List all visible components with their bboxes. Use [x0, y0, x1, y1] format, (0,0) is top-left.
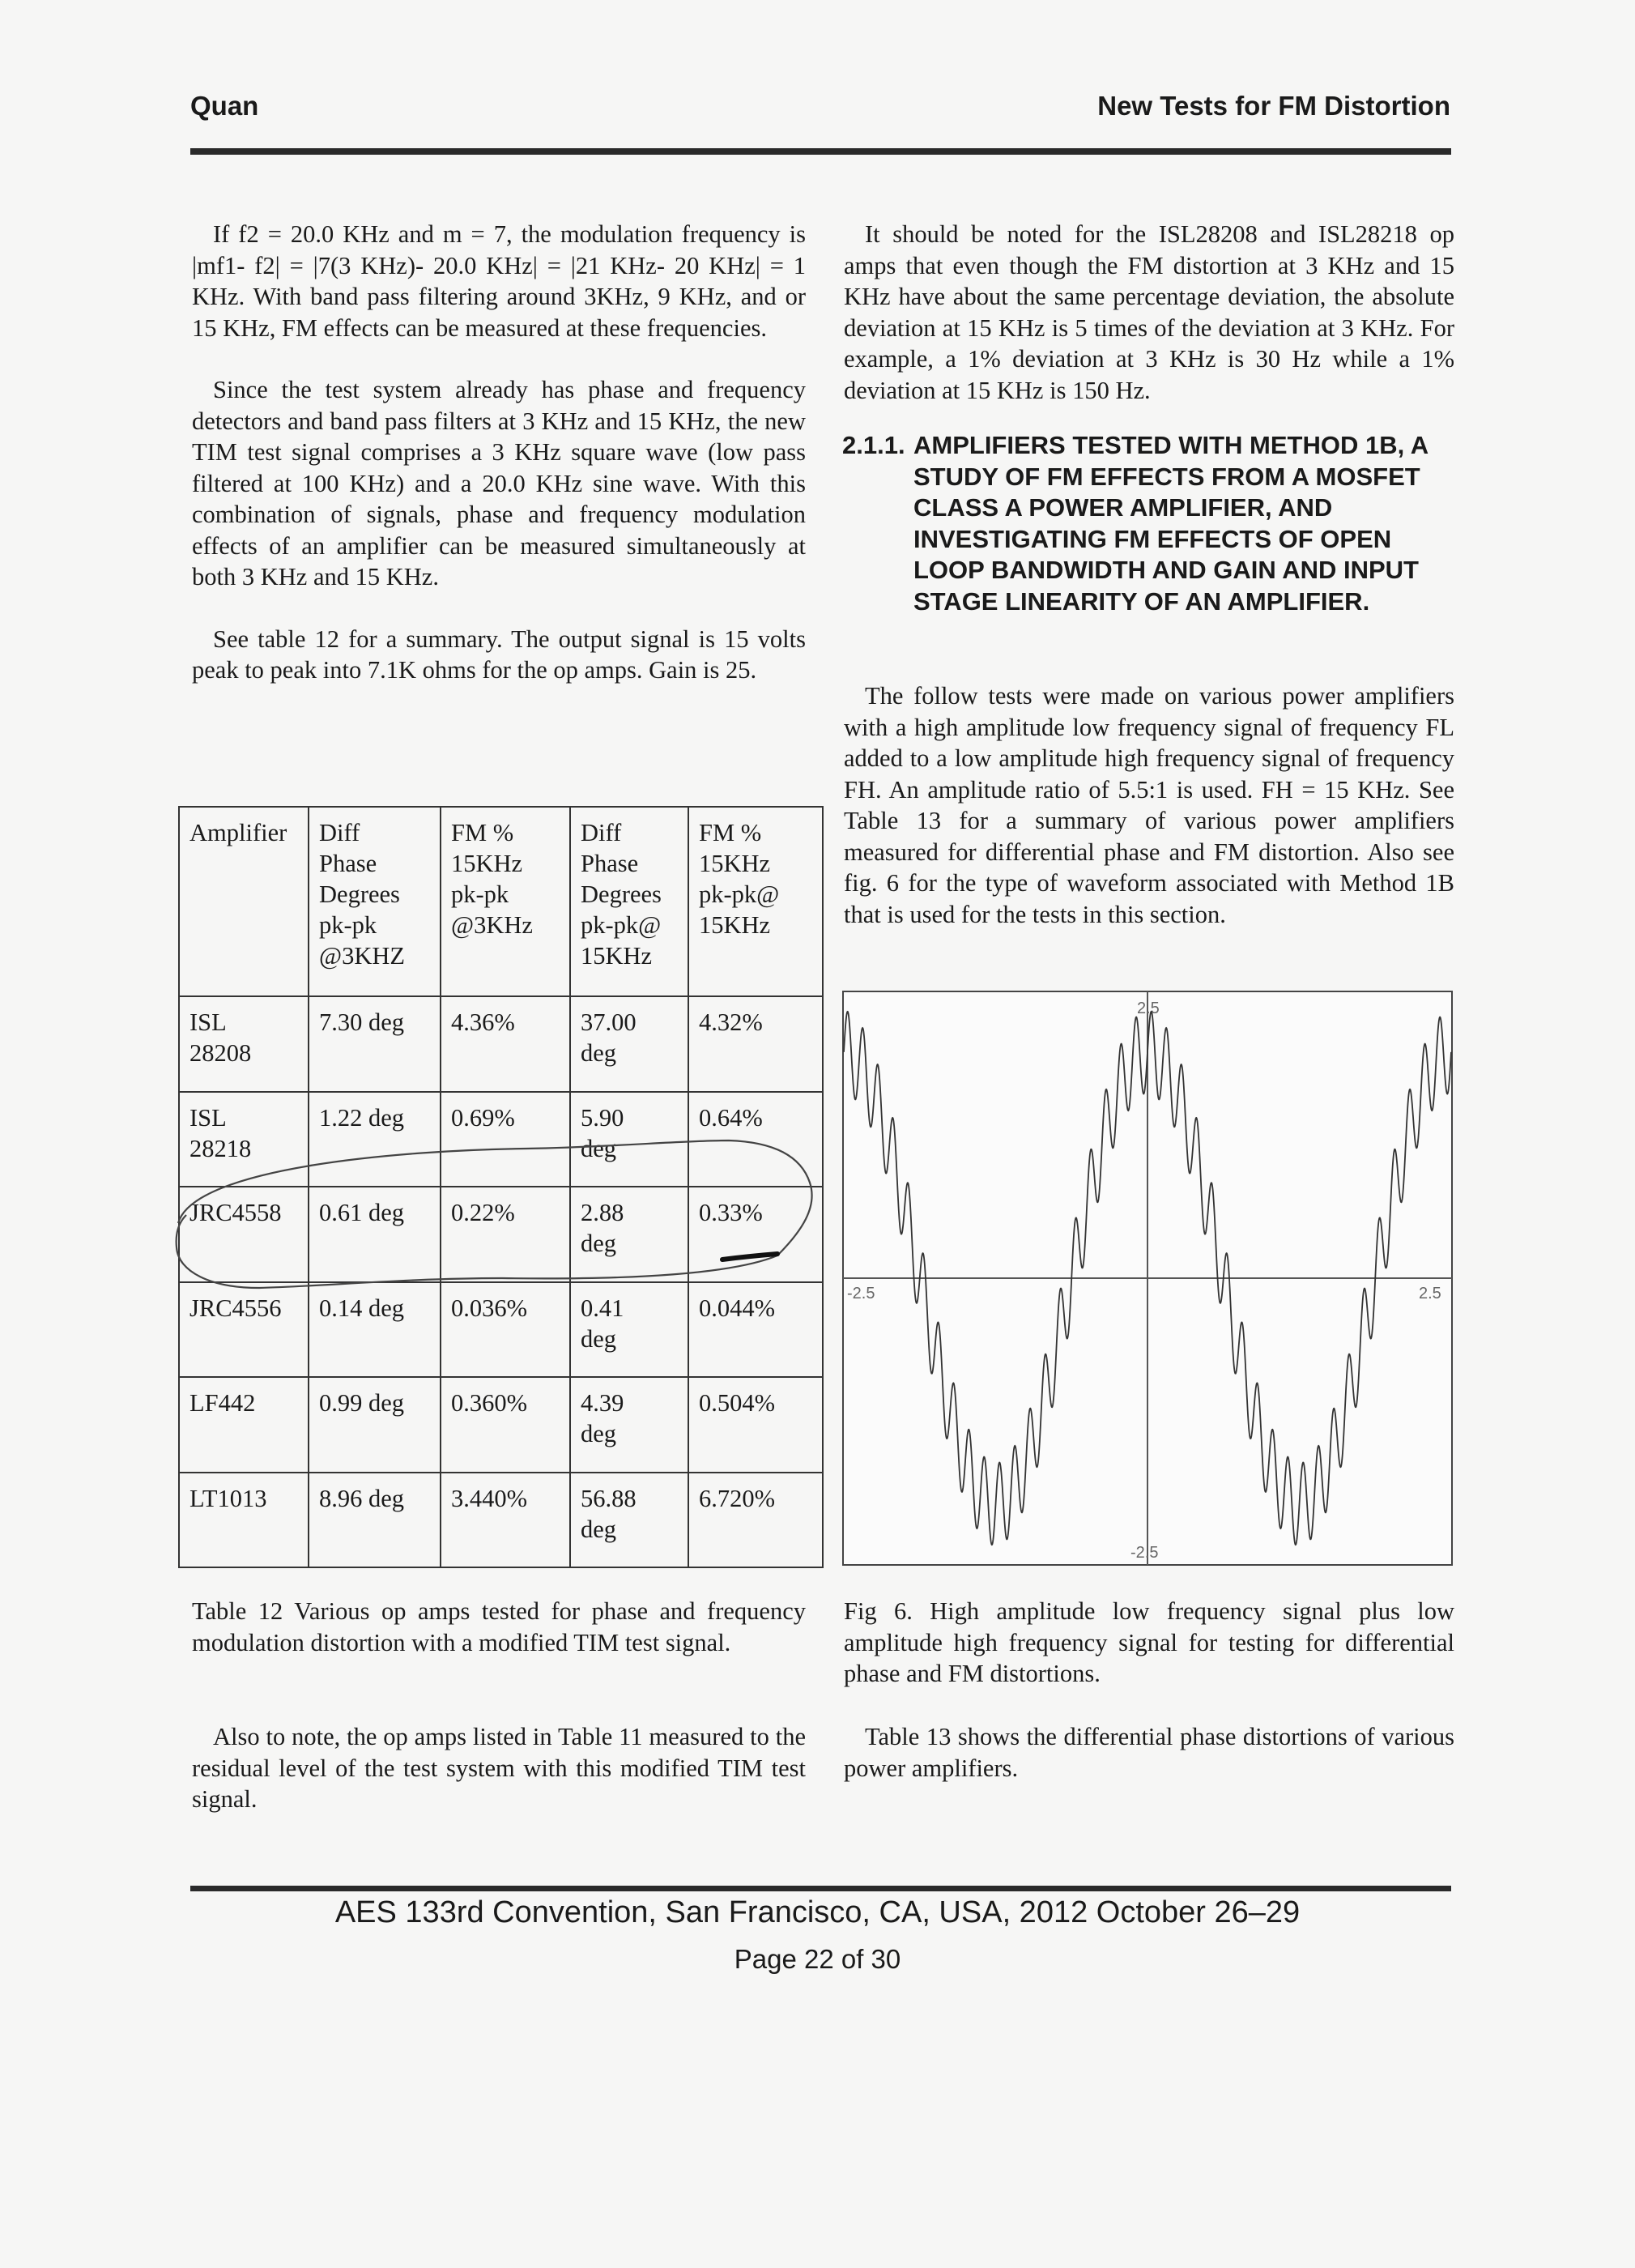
cell-line: FM %: [699, 819, 762, 846]
cell-line: 4.39: [581, 1389, 624, 1417]
cell-line: 5.90: [581, 1103, 624, 1132]
cell-line: Diff: [319, 819, 360, 846]
table-row: [179, 1187, 823, 1282]
table-row: [179, 1473, 823, 1568]
footer-rule: [190, 1886, 1451, 1891]
table-row: [179, 996, 823, 1092]
paragraph: Also to note, the op amps listed in Table 11 measured to the residual level of the test system with this modified TIM test signal.: [192, 1723, 806, 1813]
cell-line: 0.33%: [699, 1199, 763, 1226]
left-column-bottom-text: [192, 1721, 806, 1815]
cell-line: 0.14 deg: [319, 1294, 405, 1322]
table-cell: [688, 1187, 823, 1282]
cell-line: Phase: [581, 850, 639, 877]
table-cell: [570, 1473, 688, 1568]
figure-6-plot: [842, 991, 1453, 1566]
cell-line: 0.69%: [451, 1103, 515, 1132]
cell-line: 8.96 deg: [319, 1484, 405, 1512]
cell-line: 37.00: [581, 1008, 637, 1036]
right-column-bottom-text: [844, 1721, 1454, 1784]
cell-line: Amplifier: [189, 819, 287, 846]
table-cell: [179, 1187, 309, 1282]
tick-label-x-right: 2.5: [1419, 1285, 1441, 1302]
cell-line: 0.044%: [699, 1294, 776, 1322]
figure-6-caption: [844, 1596, 1454, 1690]
paragraph: It should be noted for the ISL28208 and ISL28218 op amps that even though the FM distortion at 3 KHz and 15 KHz have about the same percentage deviation, the absolute deviation at 15 KHz is 5 times of the deviation at 3 KHz. For example, a 1% deviation at 3 KHz is 30 Hz while a 1% deviation at 15 KHz is 150 Hz.: [844, 220, 1454, 404]
section-title: AMPLIFIERS TESTED WITH METHOD 1B, A STUDY OF FM EFFECTS FROM A MOSFET CLASS A POWER AMPLIFIER, AND INVESTIGATING FM EFFECTS OF OPEN LOOP BANDWIDTH AND GAIN AND INPUT STAGE LINEARITY OF AN AMPLIFIER.: [913, 431, 1428, 616]
table-cell: [688, 1092, 823, 1187]
table-cell: [309, 996, 441, 1092]
table-cell: [441, 1092, 570, 1187]
cell-line: 7.30 deg: [319, 1008, 405, 1036]
table-header-cell: [688, 807, 823, 996]
cell-line: 1.22 deg: [319, 1103, 405, 1132]
cell-line: @3KHz: [451, 911, 533, 939]
cell-line: Phase: [319, 850, 377, 877]
caption: Fig 6. High amplitude low frequency signal plus low amplitude high frequency signal for testing for differential phase and FM distortions.: [844, 1597, 1454, 1687]
table-cell: [179, 1473, 309, 1568]
cell-line: 0.61 deg: [319, 1199, 405, 1226]
section-number: 2.1.1.: [842, 431, 905, 459]
cell-line: deg: [581, 1230, 617, 1257]
cell-line: 15KHz: [581, 942, 653, 970]
cell-line: FM %: [451, 819, 514, 846]
paragraph: The follow tests were made on various power amplifiers with a high amplitude low frequency signal of frequency FL added to a low amplitude high frequency signal of frequency FH. An amplitude ratio of 5.5:1 is used. FH = 15 KHz. See Table 13 for a summary of various power amplifiers measured for differential phase and FM distortion. Also see fig. 6 for the type of waveform associated with Method 1B that is used for the tests in this section.: [844, 682, 1454, 928]
cell-line: 0.036%: [451, 1294, 528, 1322]
cell-line: 0.64%: [699, 1103, 763, 1132]
tick-label-y-top: 2.5: [1137, 1000, 1160, 1017]
paragraph: See table 12 for a summary. The output signal is 15 volts peak to peak into 7.1K ohms for the op amps. Gain is 25.: [192, 625, 806, 684]
cell-line: Degrees: [581, 880, 662, 908]
cell-line: LF442: [189, 1389, 256, 1417]
table-cell: [570, 1377, 688, 1473]
right-column-text: [844, 219, 1454, 406]
table-cell: [570, 996, 688, 1092]
cell-line: Degrees: [319, 880, 400, 908]
section-heading: [842, 430, 1458, 617]
table-cell: [441, 996, 570, 1092]
table-cell: [309, 1377, 441, 1473]
paragraph: Table 13 shows the differential phase distortions of various power amplifiers.: [844, 1723, 1454, 1782]
table-cell: [309, 1473, 441, 1568]
table-cell: [179, 996, 309, 1092]
cell-line: deg: [581, 1324, 617, 1353]
table-cell: [309, 1187, 441, 1282]
cell-line: 0.360%: [451, 1389, 528, 1417]
cell-line: deg: [581, 1134, 617, 1162]
cell-line: JRC4556: [189, 1294, 282, 1322]
cell-line: @3KHZ: [319, 942, 406, 970]
cell-line: ISL: [189, 1103, 227, 1132]
cell-line: 28208: [189, 1039, 252, 1067]
table-header-cell: [441, 807, 570, 996]
table-cell: [570, 1187, 688, 1282]
table-cell: [688, 1282, 823, 1378]
cell-line: pk-pk: [319, 911, 377, 939]
footer-convention: AES 133rd Convention, San Francisco, CA, USA, 2012 October 26–29: [334, 1895, 1301, 1929]
table-cell: [179, 1377, 309, 1473]
paragraph: If f2 = 20.0 KHz and m = 7, the modulation frequency is |mf1- f2| = |7(3 KHz)- 20.0 KHz| = |21 KHz- 20 KHz| = 1 KHz. With band pass filtering around 3KHz, 9 KHz, and or 15 KHz, FM effects can be measured at these frequencies.: [192, 220, 806, 342]
paragraph: Since the test system already has phase and frequency detectors and band pass filters at 3 KHz and 15 KHz, the new TIM test signal comprises a 3 KHz square wave (low pass filtered at 100 KHz) and a 20.0 KHz sine wave. With this combination of signals, phase and frequency modulation effects of an amplifier can be measured simultaneously at both 3 KHz and 15 KHz.: [192, 376, 806, 590]
cell-line: JRC4558: [189, 1199, 282, 1226]
cell-line: deg: [581, 1515, 617, 1543]
cell-line: deg: [581, 1420, 617, 1447]
cell-line: 0.41: [581, 1294, 624, 1322]
table-header-cell: [179, 807, 309, 996]
cell-line: 56.88: [581, 1484, 637, 1512]
table-header-row: [179, 807, 823, 996]
table-cell: [441, 1377, 570, 1473]
cell-line: pk-pk@: [699, 880, 780, 908]
cell-line: ISL: [189, 1008, 227, 1036]
table-header-cell: [309, 807, 441, 996]
cell-line: LT1013: [189, 1484, 267, 1512]
running-head-title: New Tests for FM Distortion: [1097, 91, 1450, 121]
cell-line: pk-pk: [451, 880, 509, 908]
table-cell: [309, 1092, 441, 1187]
table-cell: [441, 1187, 570, 1282]
cell-line: 4.36%: [451, 1008, 515, 1036]
table-row: [179, 1282, 823, 1378]
cell-line: 0.504%: [699, 1389, 776, 1417]
table-12: [178, 806, 824, 1568]
cell-line: Diff: [581, 819, 622, 846]
running-head-author: Quan: [190, 91, 259, 121]
table-cell: [441, 1282, 570, 1378]
table-cell: [179, 1092, 309, 1187]
table-cell: [688, 1377, 823, 1473]
cell-line: 15KHz: [451, 850, 523, 877]
table-row: [179, 1377, 823, 1473]
table-cell: [309, 1282, 441, 1378]
right-column-text-2: [844, 680, 1454, 930]
table-header-cell: [570, 807, 688, 996]
table-cell: [688, 1473, 823, 1568]
cell-line: 2.88: [581, 1199, 624, 1226]
cell-line: pk-pk@: [581, 911, 662, 939]
tick-label-x-left: -2.5: [847, 1285, 875, 1302]
table-cell: [570, 1092, 688, 1187]
header-rule: [190, 148, 1451, 155]
left-column-text: [192, 219, 806, 686]
table-12-caption: [192, 1596, 806, 1658]
tick-label-y-bottom: -2.5: [1130, 1544, 1159, 1562]
cell-line: 6.720%: [699, 1484, 776, 1512]
table-cell: [688, 996, 823, 1092]
cell-line: 15KHz: [699, 850, 771, 877]
table-cell: [570, 1282, 688, 1378]
footer-page-number: Page 22 of 30: [734, 1944, 901, 1974]
table-cell: [179, 1282, 309, 1378]
cell-line: 3.440%: [451, 1484, 528, 1512]
cell-line: 0.22%: [451, 1199, 515, 1226]
table-row: [179, 1092, 823, 1187]
cell-line: 15KHz: [699, 911, 771, 939]
cell-line: 4.32%: [699, 1008, 763, 1036]
table-cell: [441, 1473, 570, 1568]
cell-line: 28218: [189, 1134, 252, 1162]
cell-line: 0.99 deg: [319, 1389, 405, 1417]
cell-line: deg: [581, 1039, 617, 1067]
caption: Table 12 Various op amps tested for phase and frequency modulation distortion with a modified TIM test signal.: [192, 1597, 806, 1656]
